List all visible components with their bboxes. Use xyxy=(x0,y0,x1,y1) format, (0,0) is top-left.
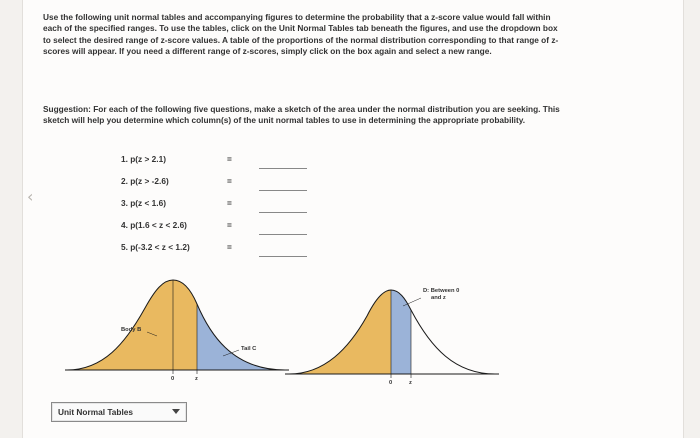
unit-normal-tables-dropdown[interactable] xyxy=(51,402,187,422)
answer-field-4[interactable] xyxy=(259,226,307,235)
answer-field-5[interactable] xyxy=(259,248,307,257)
answer-field-1[interactable] xyxy=(259,160,307,169)
question-page xyxy=(22,0,684,438)
equals-sign: = xyxy=(227,176,232,186)
question-label: 3. p(z < 1.6) xyxy=(121,198,166,208)
axis-zero-label: 0 xyxy=(389,380,393,386)
between-diagram xyxy=(285,286,525,394)
tail-area xyxy=(197,304,285,370)
question-label: 4. p(1.6 < z < 2.6) xyxy=(121,220,187,230)
answer-field-3[interactable] xyxy=(259,204,307,213)
axis-z-label: z xyxy=(409,380,412,386)
axis-zero-label: 0 xyxy=(171,376,175,382)
question-item xyxy=(121,152,341,174)
body-tail-diagram xyxy=(63,274,293,386)
tail-label: Tail C xyxy=(241,346,257,352)
question-item xyxy=(121,218,341,240)
equals-sign: = xyxy=(227,154,232,164)
question-label: 5. p(-3.2 < z < 1.2) xyxy=(121,242,190,252)
dropdown-label: Unit Normal Tables xyxy=(58,407,133,417)
left-half-area xyxy=(289,290,391,374)
equals-sign: = xyxy=(227,198,232,208)
chevron-down-icon[interactable] xyxy=(172,409,180,414)
question-label: 2. p(z > -2.6) xyxy=(121,176,169,186)
between-area xyxy=(391,290,411,374)
axis-z-label: z xyxy=(195,376,198,382)
instructions-text: Use the following unit normal tables and accompanying figures to determine the probability that a z-score value would fall within each of the specified ranges. To use the tables, click on the Unit Normal Tables tab beneath the figures, and use the dropdown box to select the desired range of z-score values. A table of the proportions of the normal distribution corresponding to that range of z-scores will appear. If you need a different range of z-scores, simply click on the box again and select a new range. xyxy=(43,12,559,57)
question-item xyxy=(121,174,341,196)
answer-field-2[interactable] xyxy=(259,182,307,191)
chevron-left-icon[interactable]: ‹ xyxy=(27,187,34,206)
question-item xyxy=(121,240,341,262)
normal-curve-between-figure xyxy=(285,286,525,394)
question-label: 1. p(z > 2.1) xyxy=(121,154,166,164)
suggestion-text: Suggestion: For each of the following five questions, make a sketch of the area under the normal distribution you are seeking. This sketch will help you determine which column(s) of the unit normal tables to use in determining the appropriate probability. xyxy=(43,104,560,126)
normal-curve-body-tail-figure xyxy=(63,274,293,386)
equals-sign: = xyxy=(227,242,232,252)
body-label: Body B xyxy=(121,327,142,333)
question-list xyxy=(121,152,341,262)
question-item xyxy=(121,196,341,218)
between-label-line-2: and z xyxy=(431,295,446,301)
between-label-line-1: D: Between 0 xyxy=(423,288,460,294)
body-area xyxy=(67,280,197,370)
equals-sign: = xyxy=(227,220,232,230)
